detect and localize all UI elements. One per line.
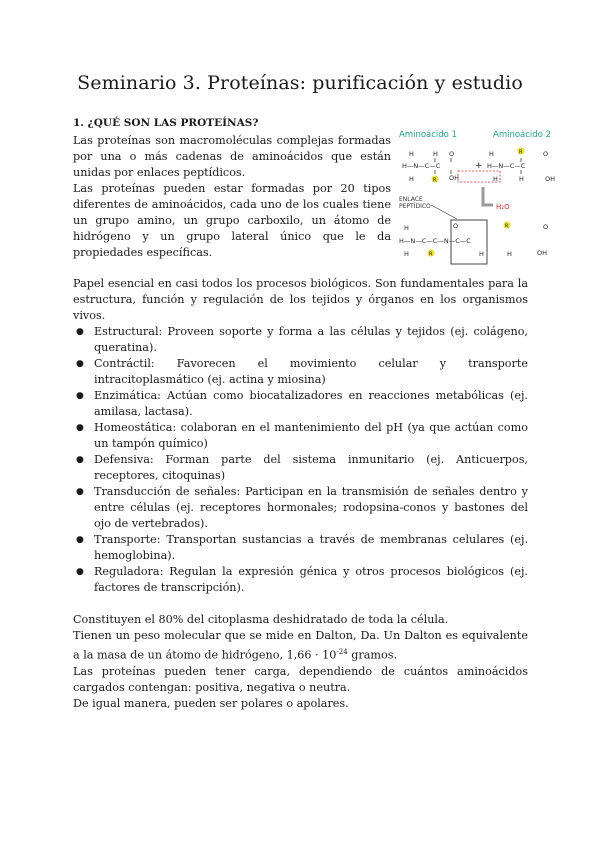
closing-paragraph-2: Tienen un peso molecular que se mide en Dalton, Da. Un Dalton es equivalente a la masa de un átomo de hidrógeno, $1,66 \cdot 10^{-24}$ gramos. [73, 629, 528, 662]
aa2-label: Aminoácido 2 [493, 130, 551, 140]
peptide-bond-diagram [397, 125, 567, 275]
svg-text:OH: OH [449, 174, 460, 182]
functions-intro: Papel esencial en casi todos los procesos biológicos. Son fundamentales para la estructura, función y regulación de los tejidos y órganos en los organismos vivos. [73, 277, 528, 322]
svg-text:H—N—C—C: H—N—C—C [487, 162, 526, 170]
functions-list [73, 324, 528, 596]
list-item: ● Enzimática: Actúan como biocatalizadores en reacciones metabólicas (ej. amilasa, lactasa). [76, 389, 528, 418]
main-body [73, 276, 528, 712]
section-heading: 1. ¿QUÉ SON LAS PROTEÍNAS? [73, 117, 259, 129]
aa1-label: Aminoácido 1 [399, 130, 457, 140]
svg-text:H: H [489, 150, 494, 158]
svg-text:O: O [543, 223, 549, 231]
list-item: ● Estructural: Proveen soporte y forma a las células y tejidos (ej. colágeno, queratina). [76, 325, 528, 354]
svg-text:+: + [475, 161, 483, 171]
list-item: ● Homeostática: colaboran en el mantenimiento del pH (ya que actúan como un tampón químico) [76, 421, 528, 450]
amino-acid-2-structure [487, 147, 555, 183]
exponent: -24 [336, 648, 348, 656]
list-item: ● Transducción de señales: Participan en la transmisión de señales dentro y entre células (ej. receptores hormonales; rodopsina-conos y bastones del ojo de vertebrados). [76, 485, 528, 530]
svg-text:H: H [519, 175, 524, 183]
svg-text:O: O [449, 150, 455, 158]
closing-paragraph-4: De igual manera, pueden ser polares o apolares. [73, 696, 349, 710]
bullet-icon: ● [76, 391, 84, 401]
svg-text:H: H [493, 175, 498, 183]
intro-text [73, 133, 391, 261]
intro-paragraph-1: Las proteínas son macromoléculas complejas formadas por una o más cadenas de aminoácidos que están unidas por enlaces peptídicos. [73, 134, 391, 179]
bullet-icon: ● [76, 359, 84, 369]
svg-text:H: H [409, 175, 414, 183]
svg-text:H: H [404, 250, 409, 258]
svg-text:OH: OH [537, 249, 548, 257]
peptide-bond-figure [397, 125, 567, 275]
svg-text:H: H [404, 224, 409, 232]
svg-text:H: H [433, 150, 438, 158]
dipeptide-structure [399, 221, 548, 258]
list-item: ● Reguladora: Regulan la expresión génica y otros procesos biológicos (ej. factores de transcripción). [76, 565, 528, 594]
svg-text:O: O [453, 222, 459, 230]
svg-text:O: O [543, 150, 549, 158]
list-item: ● Defensiva: Forman parte del sistema inmunitario (ej. Anticuerpos, receptores, citoquinas) [76, 453, 528, 482]
reaction-arrow [483, 187, 493, 205]
svg-text:H: H [409, 150, 414, 158]
bullet-icon: ● [76, 487, 84, 497]
amino-acid-1-structure [402, 150, 459, 184]
page-title: Seminario 3. Proteínas: purificación y estudio [77, 72, 523, 94]
bullet-icon: ● [76, 535, 84, 545]
closing-paragraph-1: Constituyen el 80% del citoplasma deshidratado de toda la célula. [73, 613, 449, 626]
svg-text:H—N—C—C: H—N—C—C [402, 162, 441, 170]
closing-paragraph-3: Las proteínas pueden tener carga, dependiendo de cuántos aminoácidos cargados contengan: positiva, negativa o neutra. [73, 664, 528, 694]
svg-text:R: R [429, 251, 433, 258]
bond-label-2: PEPTÍDICO [399, 203, 431, 210]
bullet-icon: ● [76, 567, 84, 577]
list-item: ● Transporte: Transportan sustancias a través de membranas celulares (ej. hemoglobina). [76, 533, 528, 562]
bullet-icon: ● [76, 423, 84, 433]
water-label: H₂O [496, 203, 510, 211]
svg-text:H—N—C—C—N—C—C: H—N—C—C—N—C—C [399, 237, 471, 245]
bullet-icon: ● [76, 455, 84, 465]
svg-text:R: R [433, 177, 437, 184]
svg-text:R: R [505, 223, 509, 230]
list-item: ● Contráctil: Favorecen el movimiento celular y transporte intracitoplasmático (ej. actina y miosina) [76, 357, 528, 386]
bond-label-1: ENLACE [399, 196, 423, 203]
svg-text:OH: OH [545, 175, 556, 183]
svg-text:H: H [507, 250, 512, 258]
svg-text:R: R [519, 149, 523, 156]
intro-paragraph-2: Las proteínas pueden estar formadas por 20 tipos diferentes de aminoácidos, cada uno de los cuales tiene un grupo amino, un grupo carboxilo, un átomo de hidrógeno y un grupo lateral único que le da propiedades específicas. [73, 182, 391, 259]
bullet-icon: ● [76, 327, 84, 337]
svg-text:H: H [479, 250, 484, 258]
